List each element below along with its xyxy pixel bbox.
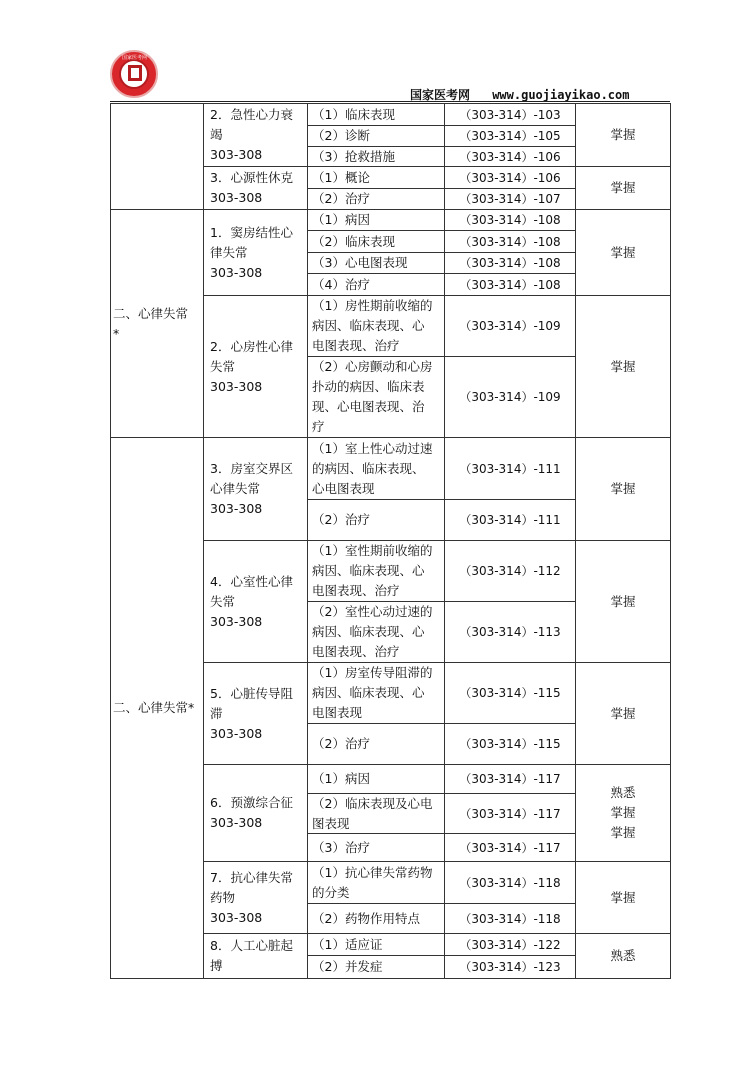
item-ref-cell	[444, 125, 576, 147]
item-name-cell-text: （1）抗心律失常药物 的分类	[312, 864, 433, 900]
section-cell	[110, 103, 204, 210]
header-divider	[110, 101, 670, 102]
level-cell	[575, 540, 671, 663]
unit-title-cell-text: 8．人工心脏起 搏	[210, 938, 293, 973]
unit-title-cell	[203, 764, 308, 862]
item-name-cell-text: （2）诊断	[312, 128, 370, 143]
item-ref-cell-text: （303-314）-123	[459, 960, 561, 974]
unit-title-cell-text: 2．心房性心律 失常 303-308	[210, 338, 293, 394]
unit-title-cell	[203, 103, 308, 167]
unit-title-cell	[203, 209, 308, 296]
item-name-cell	[307, 295, 445, 357]
item-ref-cell	[444, 356, 576, 438]
level-cell-text: 掌握	[610, 358, 636, 374]
item-name-cell	[307, 861, 445, 904]
unit-title-cell-text: 3．房室交界区 心律失常 303-308	[210, 461, 293, 516]
item-name-cell-text: （2）心房颤动和心房 扑动的病因、临床表 现、心电图表现、治 疗	[312, 359, 433, 434]
item-ref-cell	[444, 188, 576, 210]
level-cell	[575, 764, 671, 862]
item-name-cell	[307, 125, 445, 147]
item-name-cell	[307, 933, 445, 956]
item-ref-cell	[444, 723, 576, 765]
level-cell	[575, 437, 671, 541]
level-cell	[575, 861, 671, 934]
unit-title-cell	[203, 437, 308, 541]
item-name-cell	[307, 146, 445, 167]
item-ref-cell-text: （303-314）-117	[459, 840, 561, 855]
unit-title-cell-text: 6．预激综合征 303-308	[210, 795, 293, 830]
logo-ring	[119, 59, 149, 89]
item-ref-cell	[444, 166, 576, 189]
unit-title-cell	[203, 861, 308, 934]
level-cell	[575, 166, 671, 210]
level-cell-text: 熟悉 掌握 掌握	[610, 785, 636, 840]
item-ref-cell	[444, 437, 576, 500]
item-name-cell-text: （2）治疗	[312, 191, 370, 206]
item-name-cell-text: （1）室性期前收缩的 病因、临床表现、心 电图表现、治疗	[312, 543, 433, 598]
item-name-cell-text: （2）治疗	[312, 736, 370, 751]
item-name-cell-text: （1）房性期前收缩的 病因、临床表现、心 电图表现、治疗	[312, 298, 433, 353]
item-name-cell-text: （1）室上性心动过速 的病因、临床表现、 心电图表现	[312, 440, 433, 496]
item-ref-cell	[444, 540, 576, 602]
item-name-cell-text: （1）房室传导阻滞的 病因、临床表现、心 电图表现	[312, 665, 433, 720]
item-ref-cell-text: （303-314）-108	[459, 234, 561, 249]
logo-text: 国家医考网	[122, 55, 148, 61]
item-name-cell-text: （3）心电图表现	[312, 255, 408, 270]
item-name-cell-text: （1）概论	[312, 169, 370, 185]
item-name-cell	[307, 437, 445, 500]
item-name-cell	[307, 723, 445, 765]
item-name-cell	[307, 955, 445, 979]
item-ref-cell-text: （303-314）-117	[459, 806, 561, 821]
item-ref-cell-text: （303-314）-108	[459, 256, 561, 270]
level-cell-text: 掌握	[610, 180, 636, 195]
item-ref-cell-text: （303-314）-118	[459, 911, 561, 926]
item-name-cell	[307, 209, 445, 231]
item-name-cell	[307, 103, 445, 126]
item-name-cell	[307, 356, 445, 438]
unit-title-cell-text: 4．心室性心律 失常 303-308	[210, 573, 293, 629]
unit-title-cell	[203, 166, 308, 210]
item-ref-cell-text: （303-314）-113	[459, 625, 561, 639]
unit-title-cell-text: 1．窦房结性心 律失常 303-308	[210, 224, 293, 280]
logo-mark	[128, 65, 142, 81]
item-ref-cell-text: （303-314）-106	[459, 149, 561, 164]
level-cell-text: 掌握	[610, 244, 636, 260]
level-cell	[575, 103, 671, 167]
section-cell-text: 二、心律失常*	[113, 700, 195, 715]
item-ref-cell-text: （303-314）-106	[459, 170, 561, 185]
item-ref-cell-text: （303-314）-109	[459, 390, 561, 404]
item-name-cell	[307, 793, 445, 834]
item-name-cell	[307, 540, 445, 602]
item-name-cell	[307, 252, 445, 274]
item-name-cell	[307, 188, 445, 210]
level-cell-text: 掌握	[610, 127, 636, 142]
site-url[interactable]: www.guojiayikao.com	[492, 88, 630, 102]
item-ref-cell	[444, 273, 576, 296]
item-name-cell-text: （2）药物作用特点	[312, 910, 420, 926]
level-cell-text: 掌握	[610, 889, 636, 905]
level-cell	[575, 933, 671, 979]
item-ref-cell-text: （303-314）-107	[459, 192, 561, 206]
level-cell	[575, 295, 671, 438]
item-ref-cell-text: （303-314）-111	[459, 461, 561, 476]
item-name-cell-text: （1）临床表现	[312, 106, 395, 122]
item-name-cell	[307, 499, 445, 541]
item-ref-cell-text: （303-314）-108	[459, 213, 561, 227]
item-name-cell-text: （2）室性心动过速的 病因、临床表现、心 电图表现、治疗	[312, 604, 433, 659]
unit-title-cell-text: 7．抗心律失常 药物 303-308	[210, 869, 293, 925]
item-ref-cell-text: （303-314）-118	[459, 875, 561, 890]
item-name-cell-text: （2）并发症	[312, 959, 383, 974]
item-ref-cell-text: （303-314）-103	[459, 107, 561, 122]
level-cell	[575, 662, 671, 765]
level-cell-text: 掌握	[610, 593, 636, 609]
section-cell-text: 二、心律失常 *	[113, 305, 189, 341]
level-cell-text: 掌握	[610, 705, 636, 721]
section-cell	[110, 437, 204, 979]
site-logo	[110, 50, 158, 98]
item-name-cell	[307, 601, 445, 663]
item-ref-cell	[444, 499, 576, 541]
unit-title-cell	[203, 295, 308, 438]
item-name-cell-text: （2）治疗	[312, 512, 370, 527]
item-ref-cell-text: （303-314）-105	[459, 129, 561, 143]
unit-title-cell-text: 3．心源性休克 303-308	[210, 170, 293, 205]
item-name-cell-text: （2）临床表现及心电 图表现	[312, 795, 433, 831]
item-name-cell-text: （3）抢救措施	[312, 148, 395, 164]
item-name-cell	[307, 166, 445, 189]
item-ref-cell	[444, 146, 576, 167]
item-ref-cell-text: （303-314）-111	[459, 513, 561, 527]
level-cell	[575, 209, 671, 296]
item-ref-cell-text: （303-314）-115	[459, 737, 561, 751]
item-name-cell-text: （1）适应证	[312, 936, 383, 952]
site-name: 国家医考网	[410, 88, 471, 102]
item-name-cell-text: （3）治疗	[312, 839, 370, 855]
item-ref-cell	[444, 833, 576, 862]
item-ref-cell	[444, 230, 576, 253]
unit-title-cell-text: 5．心脏传导阻 滞 303-308	[210, 685, 293, 741]
item-ref-cell-text: （303-314）-115	[459, 686, 561, 700]
item-name-cell	[307, 273, 445, 296]
item-ref-cell	[444, 861, 576, 904]
item-name-cell-text: （2）临床表现	[312, 233, 395, 249]
item-ref-cell	[444, 955, 576, 979]
item-ref-cell	[444, 252, 576, 274]
item-name-cell-text: （1）病因	[312, 212, 370, 227]
item-ref-cell	[444, 903, 576, 934]
item-ref-cell	[444, 933, 576, 956]
item-name-cell-text: （1）病因	[312, 771, 370, 786]
unit-title-cell	[203, 540, 308, 663]
item-ref-cell-text: （303-314）-109	[459, 319, 561, 333]
item-name-cell	[307, 662, 445, 724]
item-name-cell	[307, 230, 445, 253]
item-ref-cell-text: （303-314）-122	[459, 937, 561, 952]
item-ref-cell	[444, 764, 576, 794]
item-name-cell	[307, 833, 445, 862]
item-name-cell-text: （4）治疗	[312, 276, 370, 292]
unit-title-cell	[203, 933, 308, 979]
item-ref-cell-text: （303-314）-117	[459, 772, 561, 786]
item-ref-cell	[444, 103, 576, 126]
item-name-cell	[307, 764, 445, 794]
item-ref-cell	[444, 295, 576, 357]
item-name-cell	[307, 903, 445, 934]
unit-title-cell	[203, 662, 308, 765]
item-ref-cell	[444, 662, 576, 724]
item-ref-cell-text: （303-314）-108	[459, 277, 561, 292]
item-ref-cell	[444, 793, 576, 834]
level-cell-text: 熟悉	[610, 948, 636, 963]
unit-title-cell-text: 2．急性心力衰 竭 303-308	[210, 107, 293, 162]
item-ref-cell	[444, 209, 576, 231]
level-cell-text: 掌握	[610, 481, 636, 496]
section-cell	[110, 209, 204, 438]
item-ref-cell	[444, 601, 576, 663]
item-ref-cell-text: （303-314）-112	[459, 564, 561, 578]
